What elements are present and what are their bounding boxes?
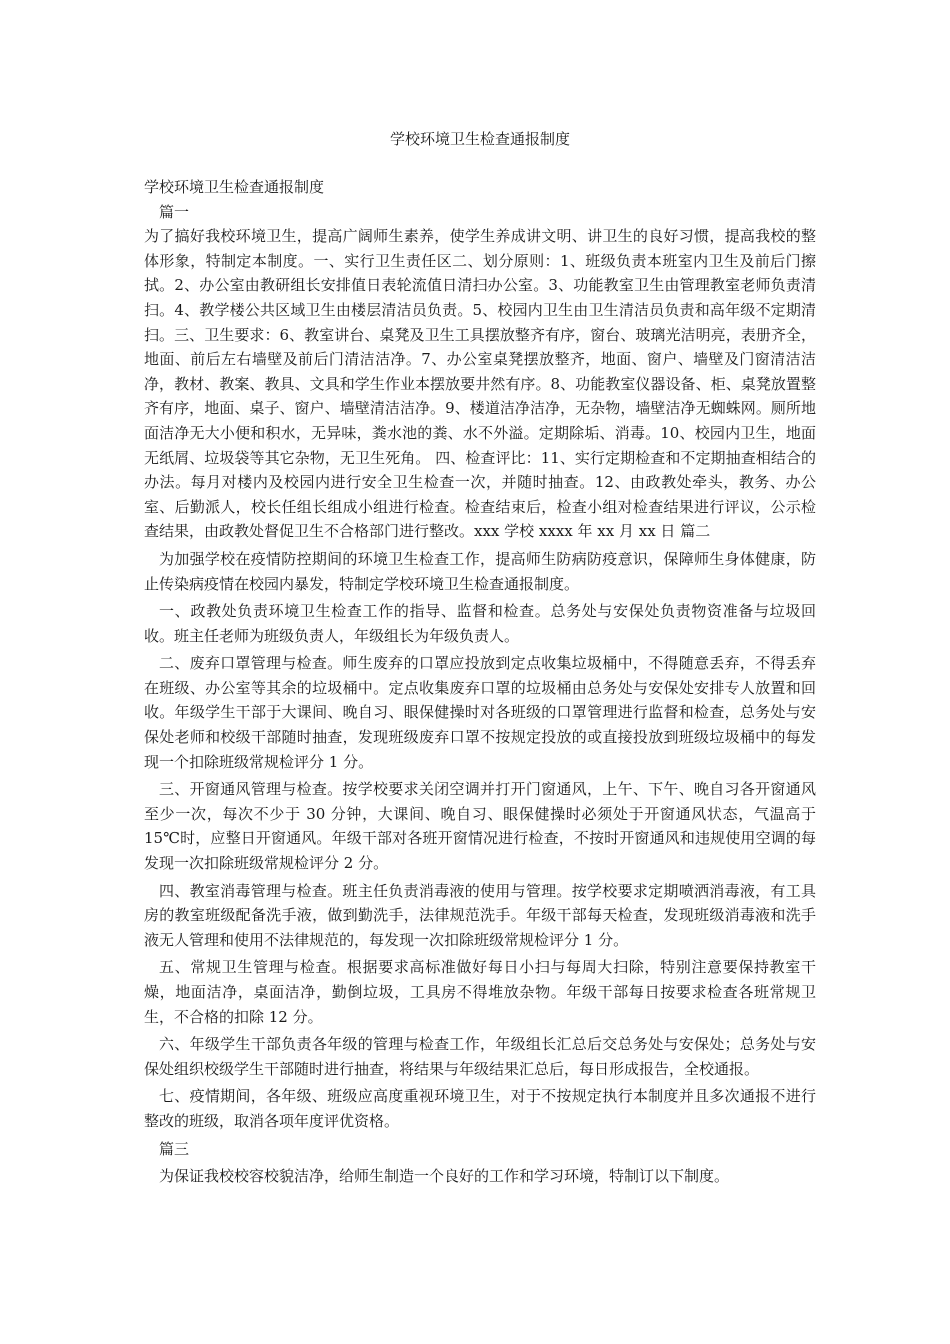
- part3-heading: 篇三: [159, 1139, 190, 1158]
- part1-heading: 篇一: [159, 202, 190, 221]
- part2-item-5: 五、常规卫生管理与检查。根据要求高标准做好每日小扫与每周大扫除，特别注意要保持教室干燥，地面洁净，桌面洁净，勤倒垃圾，工具房不得堆放杂物。年级干部每日按要求检查各班常规卫生，不合格的扣除 12 分。: [144, 958, 816, 1026]
- part2-item-4: 四、教室消毒管理与检查。班主任负责消毒液的使用与管理。按学校要求定期喷洒消毒液，有工具房的教室班级配备洗手液，做到勤洗手，法律规范洗手。年级干部每天检查，发现班级消毒液和洗手液无人管理和使用不法律规范的，每发现一次扣除班级常规检评分 1 分。: [144, 881, 816, 949]
- part2-item-2: 二、废弃口罩管理与检查。师生废弃的口罩应投放到定点收集垃圾桶中，不得随意丢弃，不得丢弃在班级、办公室等其余的垃圾桶中。定点收集废弃口罩的垃圾桶由总务处与安保处安排专人放置和回收。年级学生干部于大课间、晚自习、眼保健操时对各班级的口罩管理进行监督和检查，总务处与安保处老师和校级干部随时抽查，发现班级废弃口罩不按规定投放的或直接投放到班级垃圾桶中的每发现一个扣除班级常规检评分 1 分。: [144, 654, 816, 771]
- part2-item-1: 一、政教处负责环境卫生检查工作的指导、监督和检查。总务处与安保处负责物资准备与垃圾回收。班主任老师为班级负责人，年级组长为年级负责人。: [144, 602, 816, 645]
- document-title: 学校环境卫生检查通报制度: [389, 130, 570, 148]
- part2-intro: 为加强学校在疫情防控期间的环境卫生检查工作，提高师生防病防疫意识，保障师生身体健康，防止传染病疫情在校园内暴发，特制定学校环境卫生检查通报制度。: [144, 549, 816, 593]
- part3-intro: 为保证我校校容校貌洁净，给师生制造一个良好的工作和学习环境，特制订以下制度。: [159, 1167, 730, 1186]
- part2-item-6: 六、年级学生干部负责各年级的管理与检查工作，年级组长汇总后交总务处与安保处；总务处与安保处组织校级学生干部随时进行抽查，将结果与年级结果汇总后，每日形成报告，全校通报。: [144, 1035, 816, 1078]
- part2-item-7: 七、疫情期间，各年级、班级应高度重视环境卫生，对于不按规定执行本制度并且多次通报不进行整改的班级，取消各项年度评优资格。: [144, 1087, 816, 1130]
- document-body: [144, 175, 816, 1189]
- part1-body: 为了搞好我校环境卫生，提高广阔师生素养，使学生养成讲文明、讲卫生的良好习惯，提高我校的整体形象，特制定本制度。一、实行卫生责任区二、划分原则：1、班级负责本班室内卫生及前后门擦拭。2、办公室由教研组长安排值日表轮流值日清扫办公室。3、功能教室卫生由管理教室老师负责清扫。4、教学楼公共区域卫生由楼层清洁员负责。5、校园内卫生由卫生清洁员负责和高年级不定期清扫。三、卫生要求：6、教室讲台、桌凳及卫生工具摆放整齐有序，窗台、玻璃光洁明亮，表册齐全，地面、前后左右墙壁及前后门清洁洁净。7、办公室桌凳摆放整齐，地面、窗户、墙壁及门窗清洁洁净，教材、教案、教具、文具和学生作业本摆放要井然有序。8、功能教室仪器设备、柜、桌凳放置整齐有序，地面、桌子、窗户、墙壁清洁洁净。9、楼道洁净洁净，无杂物，墙壁洁净无蜘蛛网。厕所地面洁净无大小便和积水，无异味，粪水池的粪、水不外溢。定期除垢、消毒。10、校园内卫生，地面无纸屑、垃圾袋等其它杂物，无卫生死角。 四、检查评比：11、实行定期检查和不定期抽查相结合的办法。每月对楼内及校园内进行安全卫生检查一次，并随时抽查。12、由政教处牵头，教务、办公室、后勤派人，校长任组长组成小组进行检查。检查结束后，检查小组对检查结果进行评议，公示检查结果，由政教处督促卫生不合格部门进行整改。xxx 学校 xxxx 年 xx 月 xx 日 篇二: [144, 227, 816, 541]
- document-subtitle: 学校环境卫生检查通报制度: [144, 178, 325, 196]
- part2-item-3: 三、开窗通风管理与检查。按学校要求关闭空调并打开门窗通风，上午、下午、晚自习各开窗通风至少一次，每次不少于 30 分钟，大课间、晚自习、眼保健操时必须处于开窗通风状态，气温高于 15℃时，应整日开窗通风。年级干部对各班开窗情况进行检查，不按时开窗通风和违规使用空调的每发现一次扣除班级常规检评分 2 分。: [144, 780, 816, 873]
